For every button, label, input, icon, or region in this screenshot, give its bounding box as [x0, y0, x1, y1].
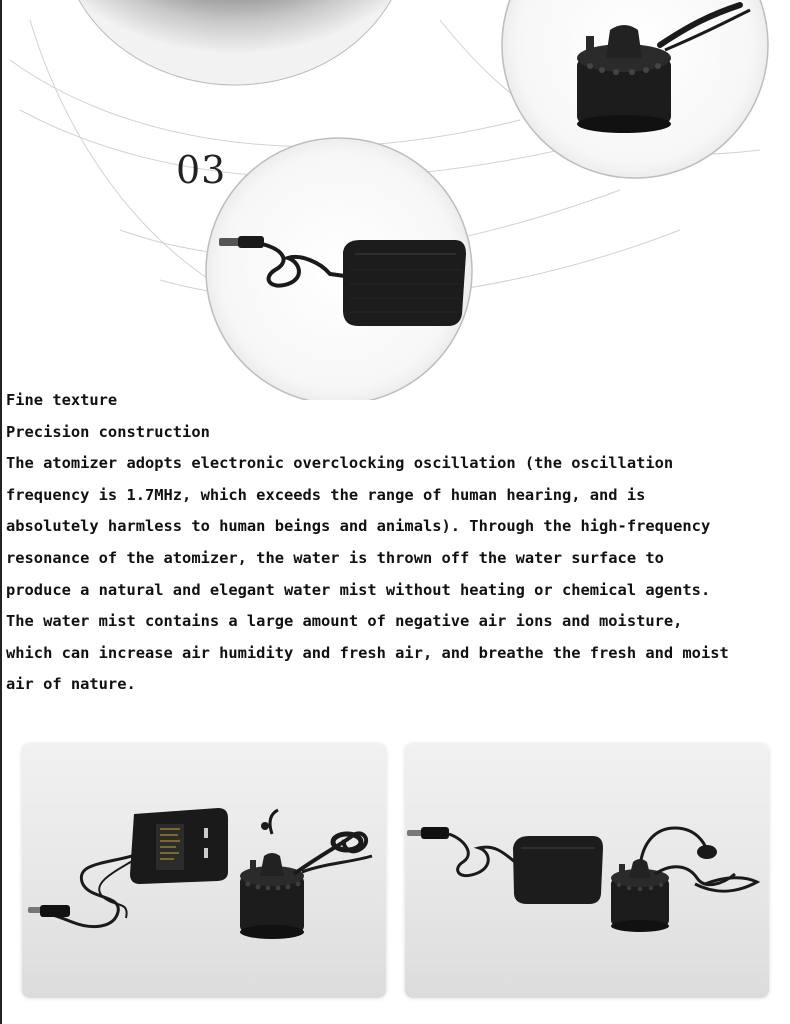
product-set-drawing — [405, 744, 769, 998]
description-line: The atomizer adopts electronic overclocking oscillation (the oscillation — [6, 454, 674, 473]
feature-heading-texture: Fine texture — [6, 391, 118, 409]
description-line: which can increase air humidity and fresh air, and breathe the fresh and moist — [6, 643, 729, 662]
description-line: resonance of the atomizer, the water is thrown off the water surface to — [6, 548, 664, 567]
product-photo-left — [22, 744, 386, 998]
step-number: 03 — [176, 148, 227, 192]
description-line: produce a natural and elegant water mist without heating or chemical agents. — [6, 580, 711, 599]
product-illustration — [0, 0, 790, 400]
product-description — [6, 385, 788, 701]
feature-heading-construction: Precision construction — [6, 422, 210, 441]
top-lens-circle — [60, 0, 410, 85]
product-photo-right — [405, 744, 769, 998]
description-line: frequency is 1.7MHz, which exceeds the range of human hearing, and is — [6, 485, 646, 504]
product-set-drawing — [22, 744, 386, 998]
adapter-closeup-circle — [206, 138, 472, 400]
description-line: absolutely harmless to human beings and animals). Through the high-frequency — [6, 517, 711, 536]
description-line: The water mist contains a large amount of negative air ions and moisture, — [6, 612, 683, 631]
description-line: air of nature. — [6, 675, 136, 694]
illustration-drawing — [0, 0, 790, 400]
atomizer-closeup-circle — [502, 0, 768, 178]
